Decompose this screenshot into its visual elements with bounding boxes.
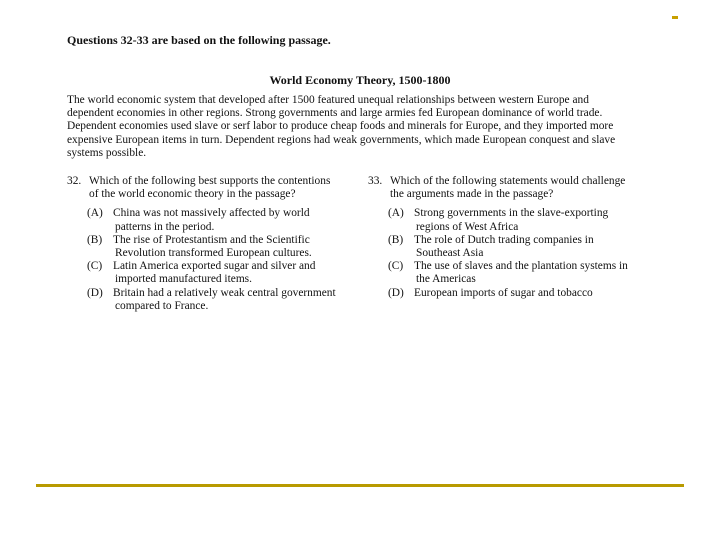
answer-choice-a[interactable] [87, 207, 337, 233]
choice-letter: (A) [87, 207, 103, 220]
choice-letter: (B) [87, 233, 103, 246]
answer-choice-d[interactable] [388, 287, 638, 300]
answer-choice-c[interactable] [87, 260, 337, 286]
answer-choice-b[interactable] [87, 234, 337, 260]
question-number: 33. [368, 175, 383, 187]
question-33 [368, 175, 638, 300]
choice-text: Britain had a relatively weak central government compared to France. [113, 286, 336, 312]
answer-choice-d[interactable] [87, 287, 337, 313]
question-number: 32. [67, 175, 82, 187]
choice-text: The rise of Protestantism and the Scientific Revolution transformed European cultures. [113, 233, 312, 260]
choice-letter: (B) [388, 233, 404, 246]
choice-letter: (D) [87, 286, 103, 299]
answer-choice-a[interactable] [388, 207, 638, 233]
questions-header: Questions 32-33 are based on the following passage. [67, 33, 331, 47]
choice-text: European imports of sugar and tobacco [414, 286, 593, 299]
question-stem: Which of the following statements would challenge the arguments made in the passage? [390, 175, 626, 201]
choice-letter: (C) [388, 260, 404, 273]
choice-text: Strong governments in the slave-exporting regions of West Africa [414, 207, 609, 233]
choice-text: The use of slaves and the plantation systems in the Americas [414, 260, 628, 286]
choice-letter: (D) [388, 286, 404, 299]
footer-divider [36, 484, 684, 487]
choice-text: The role of Dutch trading companies in Southeast Asia [414, 233, 594, 260]
choice-text: Latin America exported sugar and silver and imported manufactured items. [113, 260, 316, 286]
answer-choice-c[interactable] [388, 260, 638, 286]
choice-letter: (A) [388, 207, 404, 220]
question-stem: Which of the following best supports the contentions of the world economic theory in the passage? [89, 175, 331, 201]
choice-letter: (C) [87, 260, 103, 273]
corner-accent-mark [672, 16, 678, 19]
question-32 [67, 175, 337, 313]
answer-choice-b[interactable] [388, 234, 638, 260]
choice-text: China was not massively affected by world patterns in the period. [113, 207, 310, 233]
passage-text: The world economic system that developed after 1500 featured unequal relationships between western Europe and dependent economies in other regions. Strong governments and large armies fed European dominance of world trade. Dependent economies used slave or serf labor to produce cheap foods and minerals for Europe, and they imported more expensive European items in turn. Dependent regions had weak governments, which made European conquest and slave systems possible. [67, 94, 616, 159]
passage-title: World Economy Theory, 1500-1800 [269, 73, 451, 87]
